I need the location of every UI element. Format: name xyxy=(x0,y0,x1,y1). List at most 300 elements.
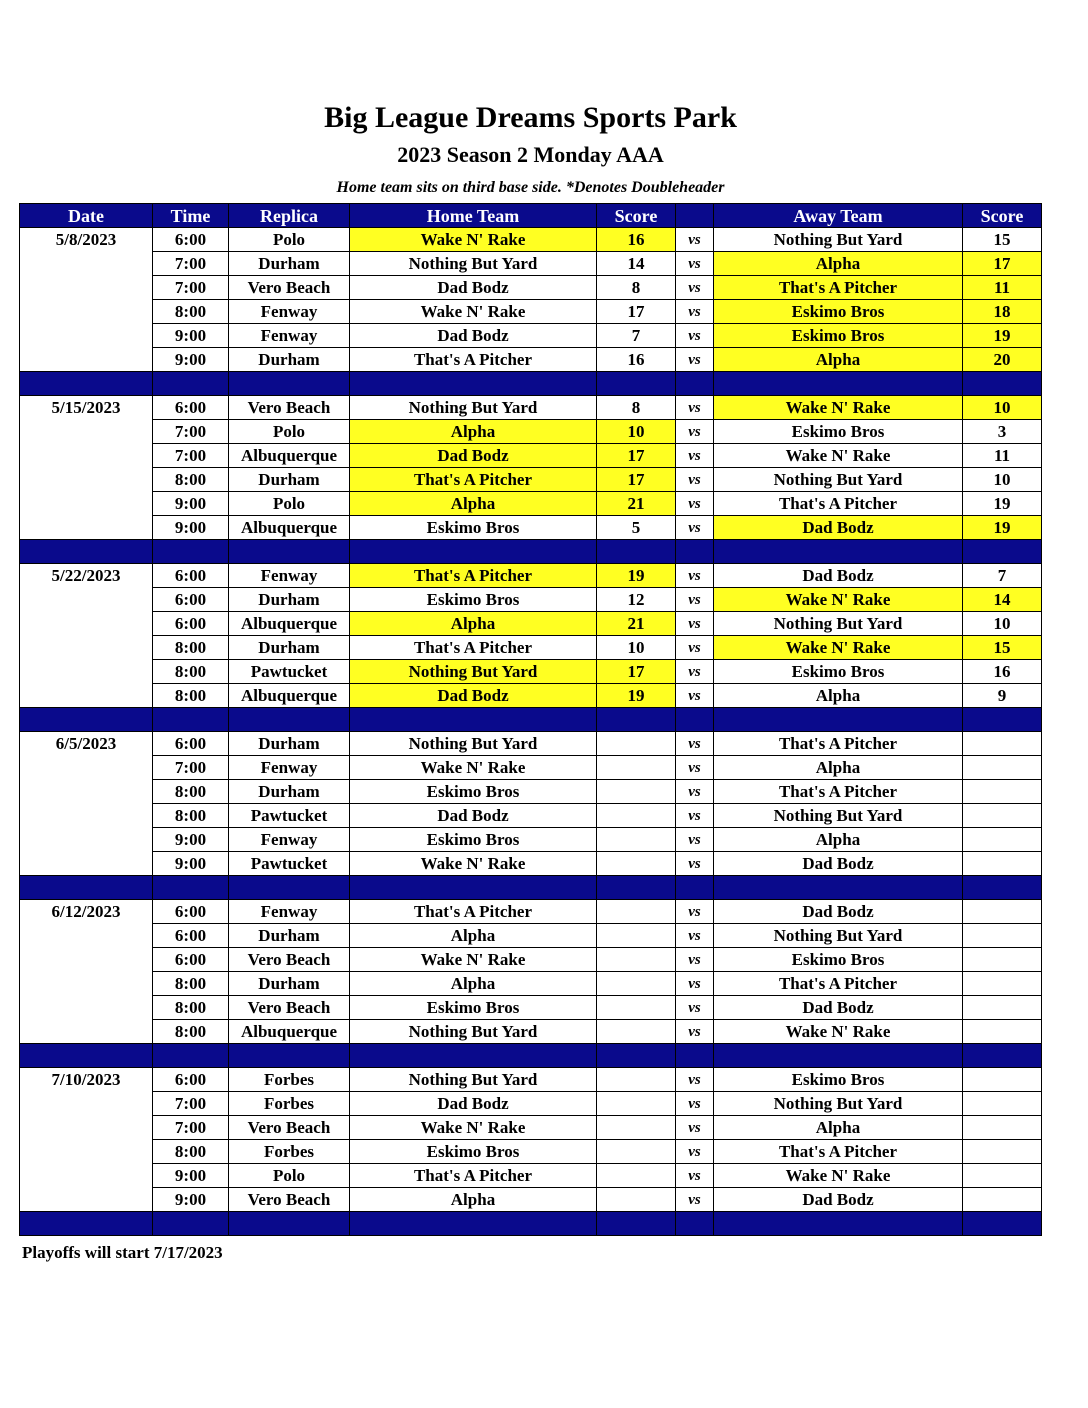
away-team: Eskimo Bros xyxy=(714,660,963,684)
away-score: 19 xyxy=(963,492,1042,516)
game-field: Durham xyxy=(229,972,350,996)
home-team: Wake N' Rake xyxy=(350,1116,597,1140)
separator-cell xyxy=(714,1212,963,1236)
away-team: Eskimo Bros xyxy=(714,300,963,324)
home-team: That's A Pitcher xyxy=(350,348,597,372)
game-field: Fenway xyxy=(229,300,350,324)
game-row xyxy=(20,324,1042,348)
game-date: 6/12/2023 xyxy=(20,900,153,924)
home-score xyxy=(597,780,676,804)
separator-cell xyxy=(229,1212,350,1236)
separator-cell xyxy=(963,708,1042,732)
game-time: 6:00 xyxy=(153,588,229,612)
game-time: 7:00 xyxy=(153,252,229,276)
game-row xyxy=(20,948,1042,972)
game-date xyxy=(20,804,153,828)
home-score: 16 xyxy=(597,348,676,372)
vs-label: vs xyxy=(676,852,714,876)
game-row xyxy=(20,660,1042,684)
away-score: 14 xyxy=(963,588,1042,612)
game-row xyxy=(20,300,1042,324)
away-score: 19 xyxy=(963,324,1042,348)
home-score xyxy=(597,1164,676,1188)
away-score: 10 xyxy=(963,468,1042,492)
home-score: 7 xyxy=(597,324,676,348)
vs-label: vs xyxy=(676,1092,714,1116)
away-score: 18 xyxy=(963,300,1042,324)
away-score: 16 xyxy=(963,660,1042,684)
vs-label: vs xyxy=(676,684,714,708)
away-score xyxy=(963,852,1042,876)
game-field: Forbes xyxy=(229,1140,350,1164)
game-row xyxy=(20,780,1042,804)
home-score xyxy=(597,828,676,852)
game-date xyxy=(20,828,153,852)
away-team: Eskimo Bros xyxy=(714,948,963,972)
game-time: 9:00 xyxy=(153,828,229,852)
away-team: Nothing But Yard xyxy=(714,924,963,948)
separator-cell xyxy=(714,708,963,732)
home-score: 8 xyxy=(597,396,676,420)
vs-label: vs xyxy=(676,468,714,492)
away-score: 3 xyxy=(963,420,1042,444)
separator-cell xyxy=(676,1212,714,1236)
game-field: Albuquerque xyxy=(229,684,350,708)
home-score: 16 xyxy=(597,228,676,252)
game-row xyxy=(20,468,1042,492)
vs-label: vs xyxy=(676,228,714,252)
game-time: 7:00 xyxy=(153,1116,229,1140)
game-date xyxy=(20,1188,153,1212)
game-date: 5/15/2023 xyxy=(20,396,153,420)
separator-cell xyxy=(153,708,229,732)
home-score: 21 xyxy=(597,492,676,516)
game-field: Durham xyxy=(229,636,350,660)
game-row xyxy=(20,444,1042,468)
home-score xyxy=(597,1068,676,1092)
game-field: Albuquerque xyxy=(229,1020,350,1044)
separator-cell xyxy=(676,372,714,396)
vs-label: vs xyxy=(676,732,714,756)
away-team: Alpha xyxy=(714,756,963,780)
game-date: 7/10/2023 xyxy=(20,1068,153,1092)
week-separator xyxy=(20,1212,1042,1236)
home-team: Alpha xyxy=(350,1188,597,1212)
separator-cell xyxy=(153,876,229,900)
game-row xyxy=(20,1116,1042,1140)
vs-label: vs xyxy=(676,1116,714,1140)
schedule-table xyxy=(19,203,1042,1236)
separator-cell xyxy=(597,1044,676,1068)
away-team: Nothing But Yard xyxy=(714,468,963,492)
vs-label: vs xyxy=(676,1188,714,1212)
vs-label: vs xyxy=(676,756,714,780)
game-field: Albuquerque xyxy=(229,516,350,540)
game-row xyxy=(20,492,1042,516)
vs-label: vs xyxy=(676,420,714,444)
game-date xyxy=(20,852,153,876)
home-team: Wake N' Rake xyxy=(350,300,597,324)
game-row xyxy=(20,924,1042,948)
game-row xyxy=(20,516,1042,540)
away-score: 11 xyxy=(963,444,1042,468)
separator-cell xyxy=(676,540,714,564)
separator-cell xyxy=(20,708,153,732)
separator-cell xyxy=(597,876,676,900)
game-time: 9:00 xyxy=(153,852,229,876)
game-date xyxy=(20,252,153,276)
separator-cell xyxy=(963,1212,1042,1236)
vs-label: vs xyxy=(676,612,714,636)
week-separator xyxy=(20,372,1042,396)
vs-label: vs xyxy=(676,324,714,348)
game-field: Fenway xyxy=(229,564,350,588)
game-row xyxy=(20,276,1042,300)
separator-cell xyxy=(714,372,963,396)
home-team: Dad Bodz xyxy=(350,684,597,708)
game-row xyxy=(20,900,1042,924)
home-team: Wake N' Rake xyxy=(350,756,597,780)
week-separator xyxy=(20,708,1042,732)
away-team: Alpha xyxy=(714,348,963,372)
away-team: Eskimo Bros xyxy=(714,324,963,348)
page-subtitle: 2023 Season 2 Monday AAA xyxy=(397,142,664,167)
header-row xyxy=(20,204,1042,228)
away-score xyxy=(963,900,1042,924)
home-team: Eskimo Bros xyxy=(350,780,597,804)
away-team: Dad Bodz xyxy=(714,900,963,924)
vs-label: vs xyxy=(676,900,714,924)
game-field: Vero Beach xyxy=(229,396,350,420)
game-date xyxy=(20,348,153,372)
away-score xyxy=(963,756,1042,780)
game-time: 6:00 xyxy=(153,396,229,420)
game-time: 9:00 xyxy=(153,348,229,372)
home-team: Eskimo Bros xyxy=(350,1140,597,1164)
away-score xyxy=(963,1188,1042,1212)
game-time: 9:00 xyxy=(153,324,229,348)
home-score xyxy=(597,1188,676,1212)
home-team: Dad Bodz xyxy=(350,276,597,300)
home-score xyxy=(597,852,676,876)
separator-cell xyxy=(714,876,963,900)
game-field: Pawtucket xyxy=(229,804,350,828)
home-score: 19 xyxy=(597,684,676,708)
vs-label: vs xyxy=(676,660,714,684)
away-score xyxy=(963,828,1042,852)
game-field: Fenway xyxy=(229,756,350,780)
away-score xyxy=(963,1116,1042,1140)
home-team: Alpha xyxy=(350,612,597,636)
game-time: 8:00 xyxy=(153,300,229,324)
vs-label: vs xyxy=(676,348,714,372)
separator-cell xyxy=(963,372,1042,396)
away-score: 15 xyxy=(963,228,1042,252)
home-team: Wake N' Rake xyxy=(350,852,597,876)
game-row xyxy=(20,1068,1042,1092)
home-team: Wake N' Rake xyxy=(350,228,597,252)
vs-label: vs xyxy=(676,564,714,588)
game-row xyxy=(20,228,1042,252)
home-team: Dad Bodz xyxy=(350,444,597,468)
game-field: Pawtucket xyxy=(229,852,350,876)
home-team: Wake N' Rake xyxy=(350,948,597,972)
separator-cell xyxy=(153,540,229,564)
vs-label: vs xyxy=(676,588,714,612)
separator-cell xyxy=(350,1212,597,1236)
game-row xyxy=(20,420,1042,444)
game-row xyxy=(20,684,1042,708)
separator-cell xyxy=(229,708,350,732)
game-field: Vero Beach xyxy=(229,996,350,1020)
game-date xyxy=(20,1020,153,1044)
away-team: That's A Pitcher xyxy=(714,732,963,756)
vs-label: vs xyxy=(676,276,714,300)
game-time: 8:00 xyxy=(153,684,229,708)
home-team: Nothing But Yard xyxy=(350,732,597,756)
game-row xyxy=(20,1188,1042,1212)
home-team: That's A Pitcher xyxy=(350,468,597,492)
away-team: Wake N' Rake xyxy=(714,588,963,612)
game-time: 7:00 xyxy=(153,756,229,780)
game-date xyxy=(20,516,153,540)
separator-cell xyxy=(229,540,350,564)
home-score xyxy=(597,900,676,924)
home-team: Alpha xyxy=(350,924,597,948)
home-score xyxy=(597,996,676,1020)
away-score xyxy=(963,1068,1042,1092)
vs-label: vs xyxy=(676,636,714,660)
away-team: That's A Pitcher xyxy=(714,780,963,804)
separator-cell xyxy=(153,1044,229,1068)
game-time: 6:00 xyxy=(153,1068,229,1092)
game-date xyxy=(20,1140,153,1164)
away-score: 10 xyxy=(963,396,1042,420)
away-score: 19 xyxy=(963,516,1042,540)
game-time: 7:00 xyxy=(153,1092,229,1116)
away-score xyxy=(963,780,1042,804)
game-date xyxy=(20,492,153,516)
game-time: 8:00 xyxy=(153,972,229,996)
away-score xyxy=(963,972,1042,996)
separator-cell xyxy=(350,876,597,900)
away-team: Wake N' Rake xyxy=(714,396,963,420)
home-score xyxy=(597,1092,676,1116)
game-date xyxy=(20,1116,153,1140)
away-score xyxy=(963,948,1042,972)
away-score xyxy=(963,1140,1042,1164)
away-score: 9 xyxy=(963,684,1042,708)
separator-cell xyxy=(20,1212,153,1236)
home-team: Nothing But Yard xyxy=(350,252,597,276)
separator-cell xyxy=(963,876,1042,900)
home-team: Alpha xyxy=(350,972,597,996)
game-time: 7:00 xyxy=(153,276,229,300)
away-score: 7 xyxy=(963,564,1042,588)
away-score: 15 xyxy=(963,636,1042,660)
home-score xyxy=(597,804,676,828)
game-date xyxy=(20,588,153,612)
game-date xyxy=(20,444,153,468)
home-score xyxy=(597,924,676,948)
away-team: Wake N' Rake xyxy=(714,636,963,660)
home-team: That's A Pitcher xyxy=(350,636,597,660)
game-row xyxy=(20,636,1042,660)
vs-label: vs xyxy=(676,396,714,420)
game-time: 9:00 xyxy=(153,1164,229,1188)
away-team: Dad Bodz xyxy=(714,516,963,540)
vs-label: vs xyxy=(676,1164,714,1188)
separator-cell xyxy=(676,1044,714,1068)
game-time: 8:00 xyxy=(153,1020,229,1044)
game-time: 6:00 xyxy=(153,900,229,924)
home-score xyxy=(597,948,676,972)
game-date: 5/8/2023 xyxy=(20,228,153,252)
col-header-replica: Replica xyxy=(229,204,350,228)
separator-cell xyxy=(350,372,597,396)
home-team: Eskimo Bros xyxy=(350,996,597,1020)
vs-label: vs xyxy=(676,828,714,852)
game-row xyxy=(20,804,1042,828)
home-score xyxy=(597,756,676,780)
game-date xyxy=(20,996,153,1020)
page-title: Big League Dreams Sports Park xyxy=(324,101,737,134)
home-score: 17 xyxy=(597,468,676,492)
game-date xyxy=(20,924,153,948)
separator-cell xyxy=(350,708,597,732)
col-header-home-score: Score xyxy=(597,204,676,228)
separator-cell xyxy=(676,876,714,900)
game-time: 8:00 xyxy=(153,1140,229,1164)
away-team: That's A Pitcher xyxy=(714,492,963,516)
away-team: Dad Bodz xyxy=(714,852,963,876)
home-team: Nothing But Yard xyxy=(350,1020,597,1044)
away-team: Dad Bodz xyxy=(714,1188,963,1212)
away-team: That's A Pitcher xyxy=(714,276,963,300)
game-date xyxy=(20,612,153,636)
separator-cell xyxy=(20,540,153,564)
home-score xyxy=(597,972,676,996)
home-score: 17 xyxy=(597,660,676,684)
separator-cell xyxy=(20,876,153,900)
separator-cell xyxy=(153,1212,229,1236)
game-row xyxy=(20,996,1042,1020)
home-team: Eskimo Bros xyxy=(350,516,597,540)
week-separator xyxy=(20,540,1042,564)
game-field: Polo xyxy=(229,228,350,252)
vs-label: vs xyxy=(676,252,714,276)
game-field: Pawtucket xyxy=(229,660,350,684)
game-time: 9:00 xyxy=(153,492,229,516)
col-header-vs xyxy=(676,204,714,228)
game-row xyxy=(20,828,1042,852)
home-team: That's A Pitcher xyxy=(350,900,597,924)
home-team: Eskimo Bros xyxy=(350,828,597,852)
col-header-away-score: Score xyxy=(963,204,1042,228)
away-score xyxy=(963,1164,1042,1188)
separator-cell xyxy=(963,1044,1042,1068)
game-time: 8:00 xyxy=(153,996,229,1020)
away-team: Wake N' Rake xyxy=(714,1164,963,1188)
game-row xyxy=(20,1140,1042,1164)
away-score xyxy=(963,996,1042,1020)
separator-cell xyxy=(153,372,229,396)
game-date xyxy=(20,972,153,996)
separator-cell xyxy=(597,540,676,564)
game-field: Durham xyxy=(229,732,350,756)
col-header-away-team: Away Team xyxy=(714,204,963,228)
game-field: Durham xyxy=(229,588,350,612)
schedule-note: Home team sits on third base side. *Denotes Doubleheader xyxy=(336,179,725,196)
home-score xyxy=(597,1020,676,1044)
game-date: 6/5/2023 xyxy=(20,732,153,756)
game-field: Polo xyxy=(229,492,350,516)
game-time: 9:00 xyxy=(153,1188,229,1212)
away-team: Nothing But Yard xyxy=(714,1092,963,1116)
game-field: Vero Beach xyxy=(229,1188,350,1212)
separator-cell xyxy=(350,1044,597,1068)
home-team: Nothing But Yard xyxy=(350,1068,597,1092)
away-team: Wake N' Rake xyxy=(714,1020,963,1044)
home-score: 17 xyxy=(597,444,676,468)
game-date: 5/22/2023 xyxy=(20,564,153,588)
home-score: 19 xyxy=(597,564,676,588)
separator-cell xyxy=(20,372,153,396)
away-score: 11 xyxy=(963,276,1042,300)
vs-label: vs xyxy=(676,492,714,516)
home-score: 10 xyxy=(597,420,676,444)
game-time: 6:00 xyxy=(153,732,229,756)
game-row xyxy=(20,588,1042,612)
game-time: 6:00 xyxy=(153,924,229,948)
game-date xyxy=(20,300,153,324)
game-date xyxy=(20,660,153,684)
away-team: Dad Bodz xyxy=(714,564,963,588)
game-time: 7:00 xyxy=(153,444,229,468)
schedule-body xyxy=(20,228,1042,1236)
game-time: 8:00 xyxy=(153,660,229,684)
game-field: Vero Beach xyxy=(229,1116,350,1140)
away-team: Eskimo Bros xyxy=(714,420,963,444)
away-team: That's A Pitcher xyxy=(714,1140,963,1164)
home-team: Alpha xyxy=(350,492,597,516)
separator-cell xyxy=(229,1044,350,1068)
game-field: Durham xyxy=(229,780,350,804)
vs-label: vs xyxy=(676,924,714,948)
separator-cell xyxy=(229,372,350,396)
away-score: 10 xyxy=(963,612,1042,636)
away-team: Nothing But Yard xyxy=(714,612,963,636)
away-score: 20 xyxy=(963,348,1042,372)
game-field: Vero Beach xyxy=(229,276,350,300)
vs-label: vs xyxy=(676,300,714,324)
game-date xyxy=(20,780,153,804)
game-time: 6:00 xyxy=(153,612,229,636)
vs-label: vs xyxy=(676,780,714,804)
away-score xyxy=(963,924,1042,948)
game-row xyxy=(20,756,1042,780)
separator-cell xyxy=(714,1044,963,1068)
home-score xyxy=(597,732,676,756)
home-score: 10 xyxy=(597,636,676,660)
separator-cell xyxy=(676,708,714,732)
week-separator xyxy=(20,1044,1042,1068)
game-row xyxy=(20,564,1042,588)
away-team: Alpha xyxy=(714,252,963,276)
home-team: Alpha xyxy=(350,420,597,444)
separator-cell xyxy=(714,540,963,564)
away-score xyxy=(963,732,1042,756)
